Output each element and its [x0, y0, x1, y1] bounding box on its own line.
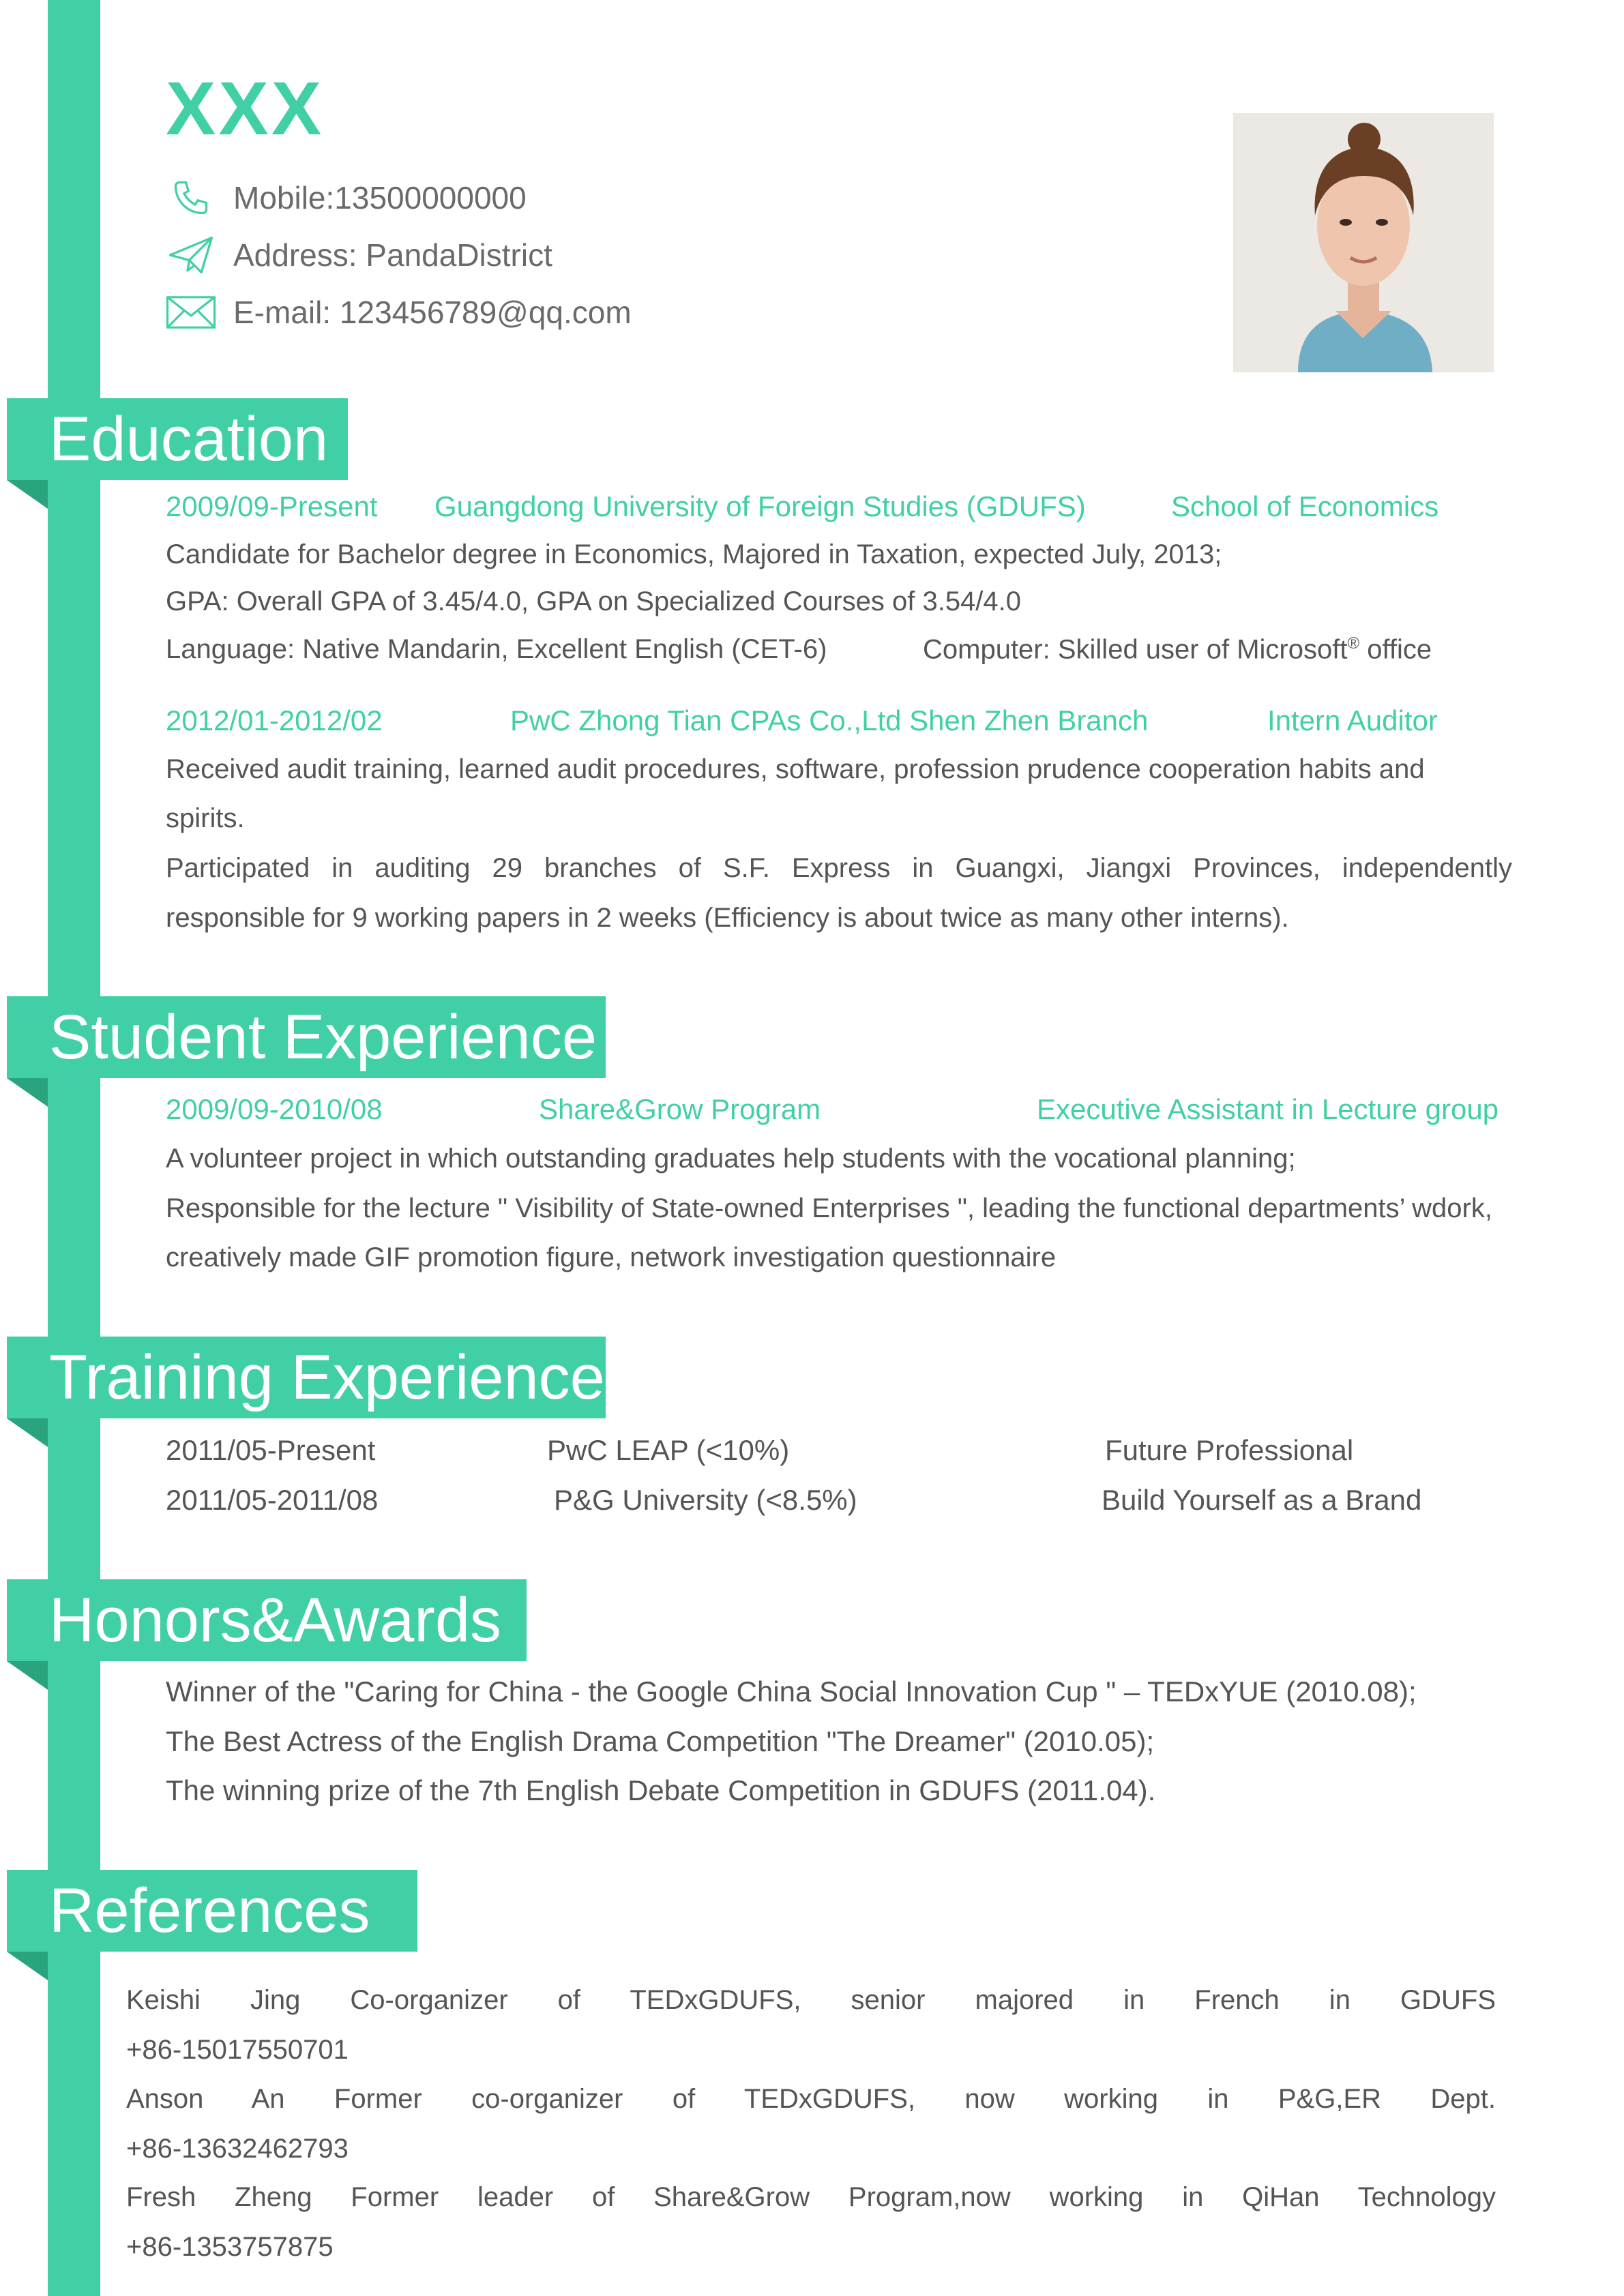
email-text: E-mail: 123456789@qq.com [233, 295, 632, 330]
section-header-student-experience: Student Experience [7, 996, 606, 1078]
reference-phone: +86-13632462793 [126, 2134, 349, 2164]
education-text-line: spirits. [166, 803, 245, 833]
education-role-1: School of Economics [1171, 490, 1439, 522]
reference-phone: +86-15017550701 [126, 2035, 349, 2065]
section-header-references: References [7, 1870, 417, 1952]
contact-email [164, 284, 632, 341]
paper-plane-icon [164, 233, 218, 277]
education-org-1: Guangdong University of Foreign Studies (GDUFS) [434, 490, 1086, 522]
education-text-line: Received audit training, learned audit procedures, software, profession prudence cooperation habits and [166, 754, 1425, 784]
education-text-line: Candidate for Bachelor degree in Economics, Majored in Taxation, expected July, 2013; [166, 539, 1222, 569]
contact-mobile [164, 169, 632, 226]
education-role-2: Intern Auditor [1267, 704, 1438, 736]
section-fold [7, 1418, 48, 1447]
mobile-text: Mobile:13500000000 [233, 180, 527, 215]
reference-line: Fresh Zheng Former leader of Share&Grow Program,now working in QiHan Technology [126, 2182, 1496, 2212]
training-date: 2011/05-2011/08 [166, 1484, 379, 1516]
student-role: Executive Assistant in Lecture group [1037, 1093, 1499, 1125]
section-fold [7, 480, 48, 509]
education-language: Language: Native Mandarin, Excellent English (CET-6) [166, 634, 827, 664]
training-topic: Future Professional [1105, 1434, 1354, 1466]
portrait-photo [1233, 113, 1494, 372]
student-text-line: Responsible for the lecture " Visibility of State-owned Enterprises ", leading the functional departments’ wdork, [166, 1193, 1492, 1223]
training-date: 2011/05-Present [166, 1434, 376, 1466]
honor-item: Winner of the "Caring for China - the Google China Social Innovation Cup " – TEDxYUE (2010.08); [166, 1675, 1417, 1708]
student-date: 2009/09-2010/08 [166, 1093, 383, 1125]
section-fold [7, 1952, 48, 1980]
reference-line: Keishi Jing Co-organizer of TEDxGDUFS, senior majored in French in GDUFS [126, 1985, 1496, 2015]
section-fold [7, 1078, 48, 1107]
section-header-honors-awards: Honors&Awards [7, 1579, 527, 1661]
section-fold [7, 1661, 48, 1690]
candidate-name: XXX [166, 67, 325, 151]
student-text-line: A volunteer project in which outstanding graduates help students with the vocational planning; [166, 1144, 1296, 1174]
student-text-line: creatively made GIF promotion figure, network investigation questionnaire [166, 1242, 1057, 1272]
section-header-training-experience: Training Experience [7, 1337, 606, 1418]
training-program: P&G University (<8.5%) [554, 1484, 857, 1516]
student-org: Share&Grow Program [539, 1093, 821, 1125]
honor-item: The winning prize of the 7th English Debate Competition in GDUFS (2011.04). [166, 1774, 1156, 1806]
education-org-2: PwC Zhong Tian CPAs Co.,Ltd Shen Zhen Branch [510, 704, 1149, 736]
reference-phone: +86-1353757875 [126, 2232, 334, 2262]
education-text-line: GPA: Overall GPA of 3.45/4.0, GPA on Specialized Courses of 3.54/4.0 [166, 586, 1022, 616]
phone-icon [164, 176, 218, 220]
education-date-2: 2012/01-2012/02 [166, 704, 383, 736]
training-topic: Build Yourself as a Brand [1102, 1484, 1422, 1516]
section-header-education: Education [7, 398, 348, 480]
education-computer: Computer: Skilled user of Microsoft® office [923, 634, 1432, 665]
address-text: Address: PandaDistrict [233, 237, 552, 273]
reference-line: Anson An Former co-organizer of TEDxGDUFS, now working in P&G,ER Dept. [126, 2084, 1496, 2114]
envelope-icon [164, 290, 218, 334]
education-text-line: responsible for 9 working papers in 2 weeks (Efficiency is about twice as many other interns). [166, 903, 1289, 933]
education-date-1: 2009/09-Present [166, 490, 378, 522]
training-program: PwC LEAP (<10%) [547, 1434, 790, 1466]
contact-info [164, 169, 632, 341]
honor-item: The Best Actress of the English Drama Competition "The Dreamer" (2010.05); [166, 1725, 1155, 1757]
contact-address [164, 226, 632, 284]
education-text-line: Participated in auditing 29 branches of S.F. Express in Guangxi, Jiangxi Provinces, independently [166, 853, 1512, 883]
